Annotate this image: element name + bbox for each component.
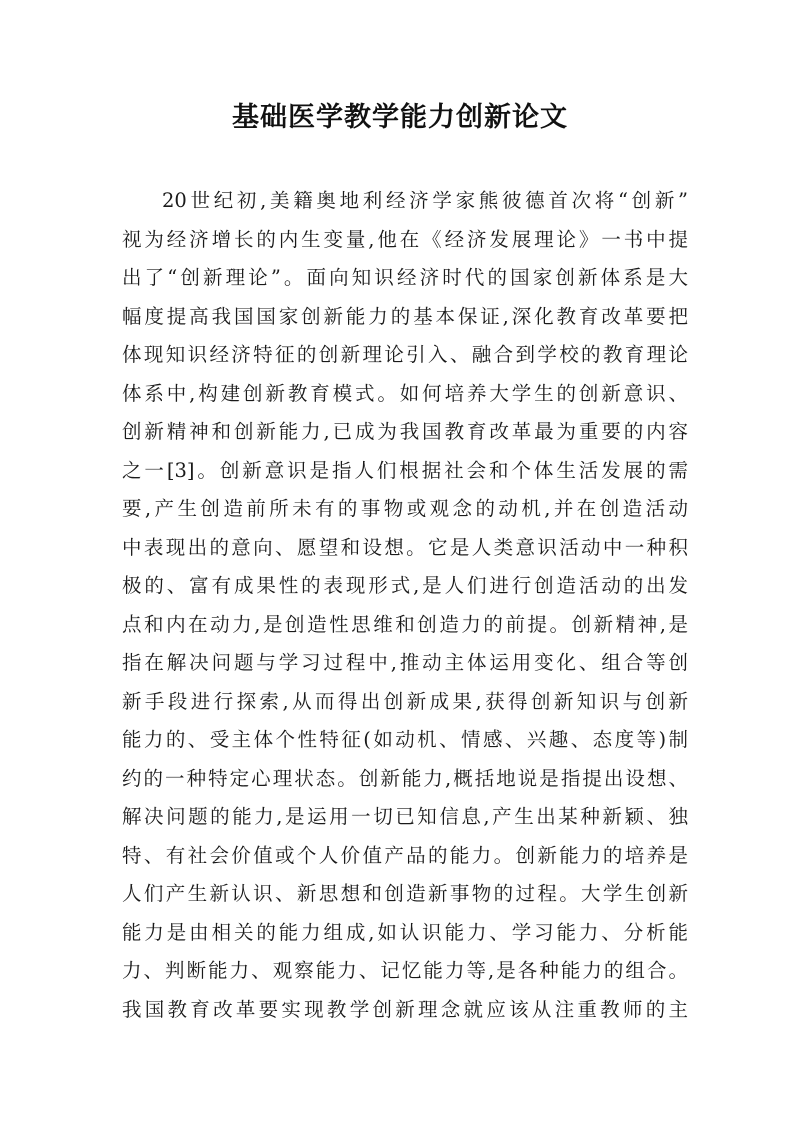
paragraph-line: 创新精神和创新能力,已成为我国教育改革最为重要的内容 [122,420,688,443]
paragraph-line: 人们产生新认识、新思想和创造新事物的过程。大学生创新 [122,882,688,905]
paragraph-line: 解决问题的能力,是运用一切已知信息,产生出某种新颖、独 [122,805,688,828]
paragraph-line: 极的、富有成果性的表现形式,是人们进行创造活动的出发 [122,574,688,597]
paragraph-line: 幅度提高我国国家创新能力的基本保证,深化教育改革要把 [122,304,688,328]
paragraph-line: 之一[3]。创新意识是指人们根据社会和个体生活发展的需 [122,458,688,482]
paragraph-line: 视为经济增长的内生变量,他在《经济发展理论》一书中提 [122,227,688,251]
paragraph-line: 中表现出的意向、愿望和设想。它是人类意识活动中一种积 [122,535,688,559]
paragraph-line: 体系中,构建创新教育模式。如何培养大学生的创新意识、 [122,381,688,405]
body-paragraph [122,182,688,1029]
paragraph-line: 点和内在动力,是创造性思维和创造力的前提。创新精神,是 [122,612,688,636]
paragraph-line: 体现知识经济特征的创新理论引入、融合到学校的教育理论 [122,343,688,366]
paragraph-line: 指在解决问题与学习过程中,推动主体运用变化、组合等创 [122,651,688,674]
paragraph-line: 要,产生创造前所未有的事物或观念的动机,并在创造活动 [122,497,688,520]
paragraph-line: 特、有社会价值或个人价值产品的能力。创新能力的培养是 [122,843,688,867]
paragraph-line: 力、判断能力、观察能力、记忆能力等,是各种能力的组合。 [122,959,688,982]
document-title: 基础医学教学能力创新论文 [232,102,568,133]
paragraph-line: 我国教育改革要实现教学创新理念就应该从注重教师的主 [122,997,688,1021]
paragraph-line: 出了“创新理论”。面向知识经济时代的国家创新体系是大 [122,266,688,289]
paragraph-line: 约的一种特定心理状态。创新能力,概括地说是指提出设想、 [122,766,688,790]
paragraph-line: 能力的、受主体个性特征(如动机、情感、兴趣、态度等)制 [122,728,688,751]
paragraph-line: 能力是由相关的能力组成,如认识能力、学习能力、分析能 [122,920,688,944]
paragraph-line: 新手段进行探索,从而得出创新成果,获得创新知识与创新 [122,689,688,713]
paragraph-line: 20世纪初,美籍奥地利经济学家熊彼德首次将“创新” [162,189,688,212]
